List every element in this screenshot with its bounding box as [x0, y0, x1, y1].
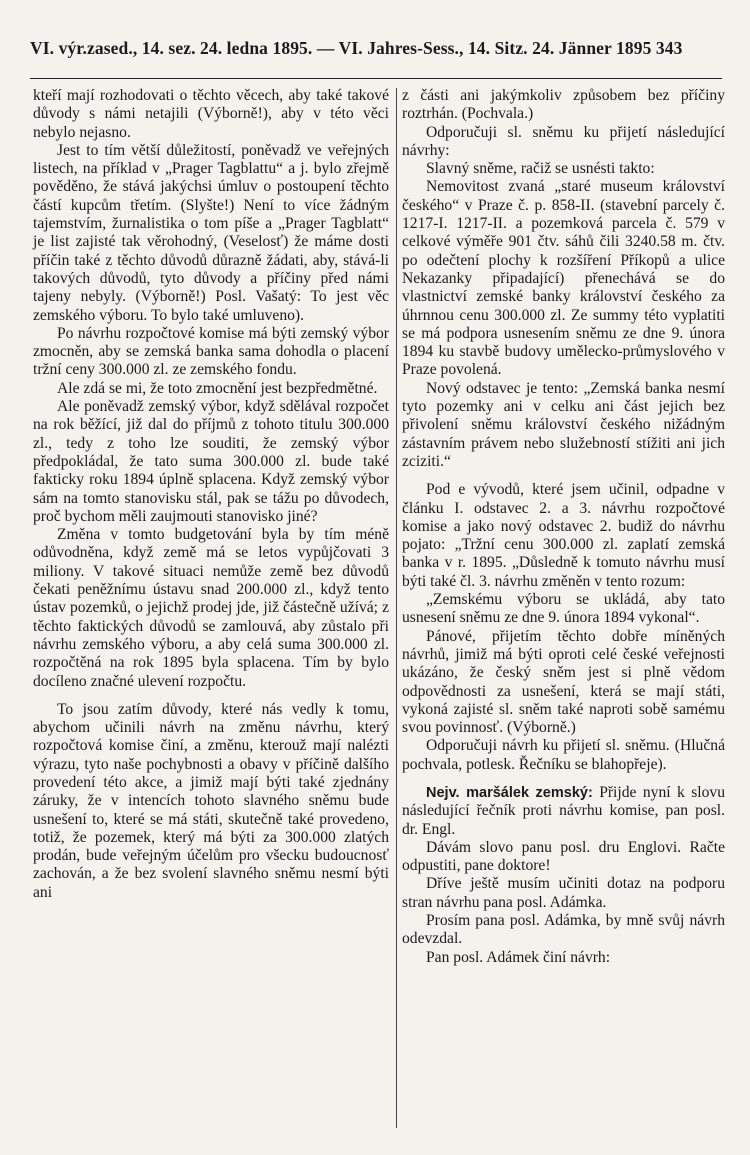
- paragraph: [402, 875, 725, 912]
- paragraph: [402, 380, 725, 471]
- paragraph: [402, 784, 725, 839]
- paragraph: [33, 325, 389, 380]
- paragraph-text: Dávám slovo panu posl. dru Englovi. Račte odpustiti, pane doktore!: [402, 838, 725, 875]
- paragraph-text: Ale zdá se mi, že toto zmocnění jest bezpředmětné.: [57, 379, 378, 397]
- paragraph: [33, 398, 389, 526]
- paragraph-text: kteří mají rozhodovati o těchto věcech, aby také takové důvody s námi netajili (Výborně!), aby v této věci nebylo nejasno.: [33, 87, 389, 141]
- speaker-name: Nejv. maršálek zemský:: [426, 784, 593, 801]
- paragraph: [33, 380, 389, 398]
- paragraph-text: Nový odstavec je tento: „Zemská banka nesmí tyto pozemky ani v celku ani část jejich bez přivolení sněmu království českého nižádným zástavním právem nebo služebností stížiti ani jich zciziti.“: [402, 379, 725, 470]
- page-header: VI. výr.zased., 14. sez. 24. ledna 1895. — VI. Jahres-Sess., 14. Sitz. 24. Jänner 1895 343: [30, 38, 683, 58]
- paragraph-text: Přijde nyní k slovu následující řečník proti návrhu komise, pan posl. dr. Engl.: [402, 783, 725, 838]
- paragraph: [402, 160, 725, 178]
- paragraph: [402, 737, 725, 774]
- paragraph-text: To jsou zatím důvody, které nás vedly k tomu, abychom učinili návrh na změnu návrhu, který rozpočtová komise činí, a změnu, kterouž mají nalézti výrazu, tyto naše pochybnosti a obavy v příčině dalšího provedení této akce, a jimiž mají býti také zjednány záruky, že v intencích tohoto slavného sněmu bude usnešení to, které se má státi, skutečně také provedeno, totiž, že pozemek, který má býti za 300.000 zlatých prodán, bude veřejným účelům pro všecku budoucnosť zachován, a že bez svolení slavného sněmu nesmí býti ani: [33, 700, 389, 901]
- paragraph: [33, 526, 389, 691]
- paragraph-text: Pod e vývodů, které jsem učinil, odpadne v článku I. odstavec 2. a 3. návrhu rozpočtové komise a jako nový odstavec 2. budiž do návrhu pojato: „Tržní cenu 300.000 zl. zaplatí zemská banka v r. 1895. „Důsledně k tomuto návrhu musí býti také čl. 3. návrhu změněn v tento rozum:: [402, 481, 725, 590]
- paragraph-text: Odporučuji sl. sněmu ku přijetí následující návrhy:: [402, 123, 725, 159]
- paragraph-text: Po návrhu rozpočtové komise má býti zemský výbor zmocněn, aby se zemská banka sama dohodla o placení tržní ceny 300.000 zl. ze zemského fondu.: [33, 324, 389, 379]
- paragraph: [33, 142, 389, 325]
- paragraph-text: Pan posl. Adámek činí návrh:: [426, 948, 611, 966]
- paragraph-text: Pánové, přijetím těchto dobře míněných návrhů, jimiž má býti oproti celé české veřejnosti ukázáno, že český sněm jest si plně vědom odpovědnosti za usnešení, která se mají státi, vykoná zajisté sl. sněm také naproti sobě samému svou povinnosť. (Výborně.): [402, 627, 725, 737]
- paragraph-text: z části ani jakýmkoliv způsobem bez příčiny roztrhán. (Pochvala.): [402, 87, 725, 123]
- paragraph: [33, 701, 389, 902]
- paragraph-text: Slavný sněme, račiž se usnésti takto:: [426, 160, 655, 178]
- paragraph: [402, 481, 725, 591]
- paragraph-text: Odporučuji návrh ku přijetí sl. sněmu. (Hlučná pochvala, potlesk. Řečníku se blahopřeje).: [402, 737, 725, 773]
- paragraph: [402, 949, 725, 967]
- paragraph: [402, 178, 725, 379]
- paragraph: [33, 87, 389, 142]
- paragraph: [402, 87, 725, 124]
- paragraph-text: Prosím pana posl. Adámka, by mně svůj návrh odevzdal.: [402, 912, 725, 948]
- column-divider: [396, 88, 397, 1128]
- paragraph: [402, 124, 725, 161]
- paragraph: [402, 912, 725, 949]
- paragraph-text: Nemovitost zvaná „staré museum království českého“ v Praze č. p. 858-II. (stavební parcely č. 1217-I. 1217-II. a pozemková parcela č. 579 v celkové výměře 901 čtv. sáhů čili 3240.58 m. čtv. po odečtení plochy k rozšíření Příkopů a ulice Nekazanky připadající) přenechává se do vlastnictví zemské banky království českého za úhrnnou cenu 300.000 zl. Ze summy této vyplatiti se má podpora usnesením sněmu ze dne 9. února 1894 ku stavbě budovy umělecko-průmyslového v Praze povolená.: [402, 178, 725, 379]
- paragraph-text: „Zemskému výboru se ukládá, aby tato usnesení sněmu ze dne 9. února 1894 vykonal“.: [402, 591, 725, 627]
- paragraph: [402, 628, 725, 738]
- header-rule: [30, 78, 722, 79]
- paragraph: [402, 839, 725, 876]
- paragraph-text: Změna v tomto budgetování byla by tím méně odůvodněna, když země má se letos vypůjčovati 3 miliony. V takové situaci nemůže země bez důvodů čekati peněžnímu ústavu snad 200.000 zl., když tento ústav pozemků, o jejichž prodej jde, již částečně užívá; z těchto faktických důvodů se zamlouvá, aby zůstalo při návrhu zemského výboru, a aby celá suma 300.000 zl. rozpočtěná na rok 1895 byla splacena. Tím by bylo docíleno značné ulevení rozpočtu.: [33, 526, 389, 690]
- paragraph-text: Dříve ještě musím učiniti dotaz na podporu stran návrhu pana posl. Adámka.: [402, 875, 725, 911]
- paragraph-text: Ale poněvadž zemský výbor, když sdělával rozpočet na rok běžící, již dal do příjmů z tohoto titulu 300.000 zl., tedy z toho lze souditi, že zemský výbor předpokládal, že tato suma 300.000 zl. bude také fakticky roku 1894 úplně splacena. Když zemský výbor sám na tomto stanovisku stál, pak se tážu po důvodech, proč bychom měli zaujmouti stanovisko jiné?: [33, 398, 389, 525]
- paragraph-text: Jest to tím větší důležitostí, poněvadž ve veřejných listech, na příklad v „Prager Tagblattu“ a j. bylo zřejmě pověděno, že stává jakýchsi úmluv o postoupení těchto částí kupcům třetím. (Slyšte!) Není to více žádným tajemstvím, žurnalistika o tom píše a „Prager Tagblatt“ je list zajisté tak věrohodný, (Veselosť) že máme dosti příčin také z těchto důvodů důrazně žádati, aby, stává-li takových důvodů, tyto důvody a příčiny před námi tajeny nebyly. (Výborně!) Posl. Vašatý: To jest věc zemského výboru. To bylo také umluveno).: [33, 141, 389, 324]
- paragraph: [402, 591, 725, 628]
- right-column: [402, 87, 725, 967]
- left-column: [33, 87, 389, 902]
